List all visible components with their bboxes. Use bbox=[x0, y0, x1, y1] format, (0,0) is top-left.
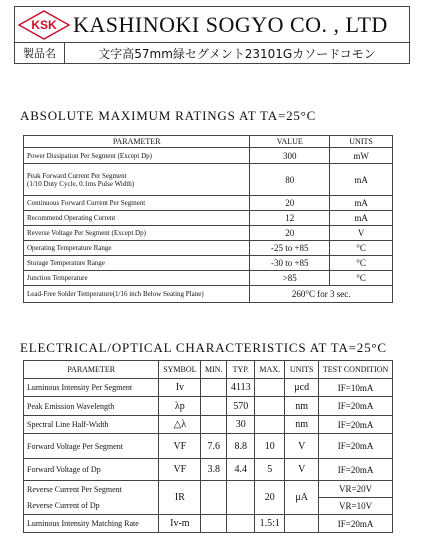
parameter-line: Reverse Voltage Per Segment (Except Dp) bbox=[27, 229, 146, 237]
product-row bbox=[15, 43, 409, 63]
value-cell: 30 bbox=[227, 416, 255, 434]
value-cell: nm bbox=[285, 397, 319, 416]
value-cell: V bbox=[285, 434, 319, 459]
value-cell: VF bbox=[159, 459, 201, 481]
value-cell: IF=10mA bbox=[319, 379, 393, 397]
table-row bbox=[24, 164, 393, 196]
column-header: VALUE bbox=[250, 136, 330, 148]
company-name: KASHINOKI SOGYO CO. , LTD bbox=[73, 11, 388, 37]
value-cell: -25 to +85 bbox=[250, 241, 330, 256]
value-cell: Iv bbox=[159, 379, 201, 397]
condition-cell: VR=10V bbox=[319, 498, 393, 515]
parameter-cell: Forward Voltage Per Segment bbox=[24, 434, 159, 459]
value-cell bbox=[255, 416, 285, 434]
table-row bbox=[24, 434, 393, 459]
column-header: MAX. bbox=[255, 361, 285, 379]
table-row bbox=[24, 481, 393, 498]
table-row bbox=[24, 416, 393, 434]
parameter-line: Storage Temperature Range bbox=[27, 259, 105, 267]
table-row bbox=[24, 379, 393, 397]
column-header: UNITS bbox=[285, 361, 319, 379]
value-cell bbox=[201, 515, 227, 533]
unit-cell: °C bbox=[330, 241, 393, 256]
parameter-cell bbox=[24, 286, 250, 303]
value-cell: IF=20mA bbox=[319, 416, 393, 434]
value-cell: IF=20mA bbox=[319, 397, 393, 416]
parameter-line: Continuous Forward Current Per Segment bbox=[27, 199, 146, 207]
unit-cell: μA bbox=[285, 481, 319, 515]
parameter-cell: Forward Voltage of Dp bbox=[24, 459, 159, 481]
value-cell: V bbox=[285, 459, 319, 481]
parameter-line: Peak Forward Current Per Segment bbox=[27, 171, 127, 180]
value-cell: Iv-m bbox=[159, 515, 201, 533]
unit-cell: °C bbox=[330, 256, 393, 271]
table-row bbox=[24, 271, 393, 286]
column-header: PARAMETER bbox=[24, 361, 159, 379]
value-cell: 20 bbox=[250, 196, 330, 211]
table-row bbox=[24, 196, 393, 211]
value-cell: 5 bbox=[255, 459, 285, 481]
table-row bbox=[24, 515, 393, 533]
value-cell: VF bbox=[159, 434, 201, 459]
value-cell: 1.5:1 bbox=[255, 515, 285, 533]
value-cell: 570 bbox=[227, 397, 255, 416]
value-cell: IF=20mA bbox=[319, 515, 393, 533]
value-cell bbox=[227, 515, 255, 533]
parameter-cell bbox=[24, 241, 250, 256]
value-cell: 7.6 bbox=[201, 434, 227, 459]
electrical-optical-table bbox=[23, 360, 393, 533]
parameter-cell: Reverse Current of Dp bbox=[24, 498, 159, 515]
parameter-cell bbox=[24, 211, 250, 226]
amr-title: ABSOLUTE MAXIMUM RATINGS AT TA=25°C bbox=[20, 108, 317, 123]
parameter-cell: Spectral Line Half-Width bbox=[24, 416, 159, 434]
unit-cell: mA bbox=[330, 196, 393, 211]
value-cell bbox=[201, 379, 227, 397]
parameter-cell bbox=[24, 226, 250, 241]
company-row bbox=[15, 7, 409, 43]
value-cell bbox=[255, 379, 285, 397]
value-cell: 80 bbox=[250, 164, 330, 196]
parameter-cell bbox=[24, 148, 250, 164]
parameter-cell bbox=[24, 271, 250, 286]
value-cell: IF=20mA bbox=[319, 434, 393, 459]
symbol-cell: IR bbox=[159, 481, 201, 515]
value-cell bbox=[201, 416, 227, 434]
value-cell: 300 bbox=[250, 148, 330, 164]
absolute-max-ratings-table bbox=[23, 135, 393, 303]
column-header: TYP. bbox=[227, 361, 255, 379]
parameter-cell: Luminous Intensity Matching Rate bbox=[24, 515, 159, 533]
parameter-cell: Luminous Intensity Per Segment bbox=[24, 379, 159, 397]
value-cell: 20 bbox=[250, 226, 330, 241]
column-header: MIN. bbox=[201, 361, 227, 379]
value-cell: -30 to +85 bbox=[250, 256, 330, 271]
value-cell: 10 bbox=[255, 434, 285, 459]
value-cell bbox=[255, 397, 285, 416]
table-row bbox=[24, 459, 393, 481]
column-header: SYMBOL bbox=[159, 361, 201, 379]
parameter-line: Operating Temperature Range bbox=[27, 244, 112, 252]
unit-cell: °C bbox=[330, 271, 393, 286]
parameter-line: Power Dissipation Per Segment (Except Dp) bbox=[27, 151, 153, 160]
unit-cell: mA bbox=[330, 211, 393, 226]
value-cell: IF=20mA bbox=[319, 459, 393, 481]
table-row bbox=[24, 286, 393, 303]
min-cell bbox=[201, 481, 227, 515]
condition-cell: VR=20V bbox=[319, 481, 393, 498]
parameter-cell bbox=[24, 164, 250, 196]
value-cell: 12 bbox=[250, 211, 330, 226]
table-row bbox=[24, 211, 393, 226]
typ-cell bbox=[227, 481, 255, 515]
table-header-row bbox=[24, 136, 393, 148]
unit-cell: mW bbox=[330, 148, 393, 164]
value-cell: 8.8 bbox=[227, 434, 255, 459]
value-cell: λp bbox=[159, 397, 201, 416]
column-header: TEST CONDITION bbox=[319, 361, 393, 379]
eoc-title: ELECTRICAL/OPTICAL CHARACTERISTICS AT TA=25°C bbox=[20, 340, 387, 355]
table-row bbox=[24, 256, 393, 271]
value-cell: nm bbox=[285, 416, 319, 434]
value-cell: 3.8 bbox=[201, 459, 227, 481]
column-header: UNITS bbox=[330, 136, 393, 148]
value-cell bbox=[285, 515, 319, 533]
table-row bbox=[24, 226, 393, 241]
table-row bbox=[24, 148, 393, 164]
parameter-cell bbox=[24, 256, 250, 271]
value-cell: 4.4 bbox=[227, 459, 255, 481]
table-header-row bbox=[24, 361, 393, 379]
value-cell: >85 bbox=[250, 271, 330, 286]
parameter-line: Junction Temperature bbox=[27, 274, 88, 282]
value-cell: 4113 bbox=[227, 379, 255, 397]
max-cell: 20 bbox=[255, 481, 285, 515]
parameter-cell: Peak Emission Wavelength bbox=[24, 397, 159, 416]
column-header: PARAMETER bbox=[24, 136, 250, 148]
unit-cell: mA bbox=[330, 164, 393, 196]
parameter-line: Recommend Operating Current bbox=[27, 214, 116, 222]
parameter-line: Lead-Free Solder Temperature(1/16 inch Below Seating Plane) bbox=[27, 290, 204, 298]
value-cell: μcd bbox=[285, 379, 319, 397]
ksk-logo bbox=[15, 8, 73, 42]
product-description: 文字高57mm緑セグメント23101Gカソードコモン bbox=[98, 46, 376, 61]
table-row bbox=[24, 241, 393, 256]
parameter-cell: Reverse Current Per Segment bbox=[24, 481, 159, 498]
logo-text: KSK bbox=[31, 17, 57, 32]
product-label: 製品名 bbox=[15, 43, 65, 63]
table-row bbox=[24, 397, 393, 416]
doc-header bbox=[14, 6, 410, 64]
parameter-line: (1/10 Duty Cycle, 0.1ms Pulse Width) bbox=[27, 179, 135, 188]
parameter-cell bbox=[24, 196, 250, 211]
value-cell bbox=[201, 397, 227, 416]
value-cell: 260°C for 3 sec. bbox=[250, 286, 393, 303]
unit-cell: V bbox=[330, 226, 393, 241]
value-cell: △λ bbox=[159, 416, 201, 434]
